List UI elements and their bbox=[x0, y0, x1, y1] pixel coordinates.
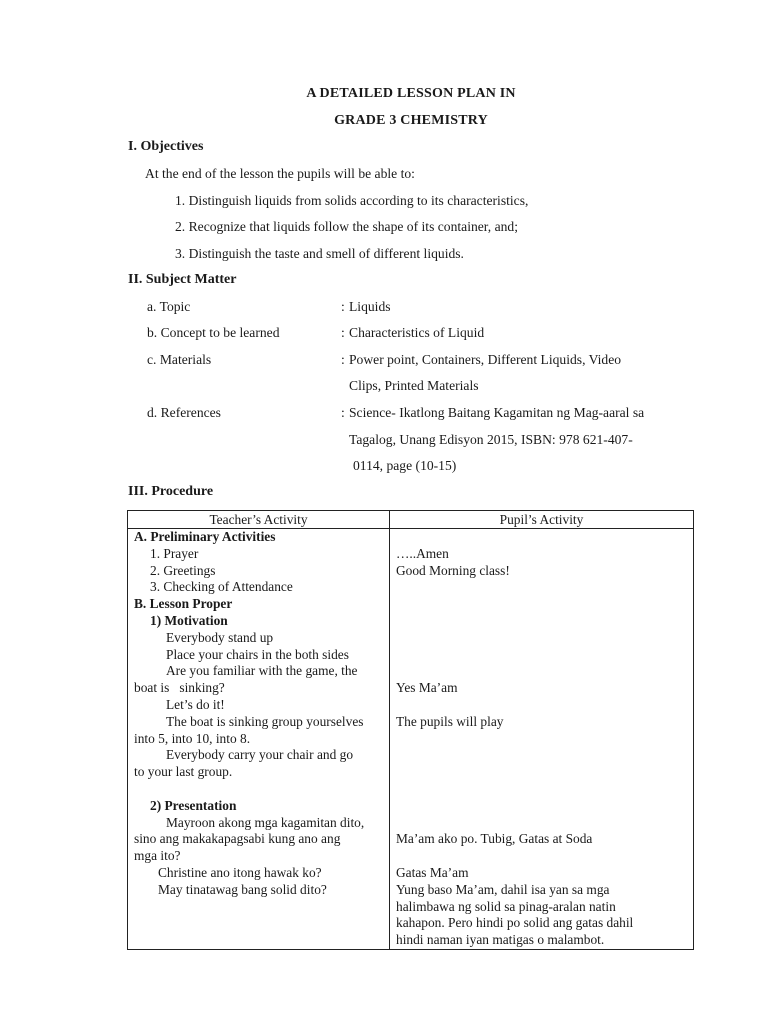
teacher-line: sino ang makakapagsabi kung ano ang bbox=[134, 831, 341, 847]
teacher-activity-cell bbox=[128, 529, 390, 950]
references-colon: : bbox=[341, 405, 345, 420]
blank-line bbox=[396, 596, 687, 613]
blank-line bbox=[396, 663, 687, 680]
teacher-line: Place your chairs in the both sides bbox=[166, 646, 349, 662]
blank-line bbox=[396, 731, 687, 748]
procedure-heading: III. Procedure bbox=[128, 484, 214, 499]
materials-value: Power point, Containers, Different Liquids, Video bbox=[349, 352, 622, 367]
teacher-activity-header: Teacher’s Activity bbox=[128, 511, 390, 529]
pupil-line: The pupils will play bbox=[396, 713, 504, 729]
topic-colon: : bbox=[341, 299, 345, 314]
teacher-line: Everybody stand up bbox=[166, 629, 274, 645]
concept-value: Characteristics of Liquid bbox=[349, 325, 485, 340]
document-title-line2: GRADE 3 CHEMISTRY bbox=[334, 113, 488, 128]
blank-line bbox=[396, 529, 687, 546]
references-value: 0114, page (10-15) bbox=[353, 458, 457, 473]
references-value: Science- Ikatlong Baitang Kagamitan ng Mag-aaral sa bbox=[349, 405, 645, 420]
teacher-line: boat is sinking? bbox=[134, 680, 225, 696]
teacher-line: 1. Prayer bbox=[150, 545, 199, 561]
materials-label: c. Materials bbox=[147, 352, 212, 367]
pupil-line: Yung baso Ma’am, dahil isa yan sa mga bbox=[396, 881, 610, 897]
blank-line bbox=[134, 781, 383, 798]
blank-line bbox=[396, 747, 687, 764]
blank-line bbox=[396, 647, 687, 664]
preliminary-activities-heading: A. Preliminary Activities bbox=[134, 529, 276, 544]
objectives-heading: I. Objectives bbox=[128, 139, 204, 154]
teacher-line: Christine ano itong hawak ko? bbox=[158, 864, 322, 880]
motivation-heading: 1) Motivation bbox=[150, 612, 228, 628]
procedure-table bbox=[127, 510, 694, 950]
teacher-line: 2. Greetings bbox=[150, 562, 216, 578]
pupil-line: …..Amen bbox=[396, 545, 449, 561]
document-title-line1: A DETAILED LESSON PLAN IN bbox=[306, 86, 516, 101]
pupil-line: kahapon. Pero hindi po solid ang gatas dahil bbox=[396, 915, 634, 931]
objective-item: 2. Recognize that liquids follow the shape of its container, and; bbox=[175, 219, 518, 234]
objective-item: 3. Distinguish the taste and smell of different liquids. bbox=[175, 246, 464, 261]
references-label: d. References bbox=[147, 405, 221, 420]
teacher-line: Let’s do it! bbox=[166, 696, 225, 712]
pupil-activity-header: Pupil’s Activity bbox=[390, 511, 694, 529]
teacher-line: Everybody carry your chair and go bbox=[166, 747, 354, 763]
blank-line bbox=[396, 697, 687, 714]
pupil-line: Gatas Ma’am bbox=[396, 864, 469, 880]
concept-colon: : bbox=[341, 325, 345, 340]
blank-line bbox=[396, 815, 687, 832]
table-row bbox=[128, 529, 694, 950]
blank-line bbox=[396, 848, 687, 865]
table-header-row bbox=[128, 511, 694, 529]
blank-line bbox=[396, 579, 687, 596]
teacher-line: Mayroon akong mga kagamitan dito, bbox=[166, 814, 365, 830]
objectives-intro: At the end of the lesson the pupils will be able to: bbox=[145, 166, 415, 181]
pupil-line: Good Morning class! bbox=[396, 562, 510, 578]
concept-label: b. Concept to be learned bbox=[147, 325, 280, 340]
teacher-line: to your last group. bbox=[134, 764, 233, 780]
teacher-line: mga ito? bbox=[134, 848, 181, 864]
blank-line bbox=[396, 764, 687, 781]
blank-line bbox=[396, 630, 687, 647]
topic-label: a. Topic bbox=[147, 299, 191, 314]
references-value: Tagalog, Unang Edisyon 2015, ISBN: 978 621-407- bbox=[349, 432, 633, 447]
materials-colon: : bbox=[341, 352, 345, 367]
pupil-line: Yes Ma’am bbox=[396, 680, 458, 696]
pupil-line: hindi naman iyan matigas o malambot. bbox=[396, 932, 605, 948]
pupil-activity-cell bbox=[390, 529, 694, 950]
teacher-line: 3. Checking of Attendance bbox=[150, 579, 293, 595]
pupil-line: Ma’am ako po. Tubig, Gatas at Soda bbox=[396, 831, 593, 847]
blank-line bbox=[396, 613, 687, 630]
teacher-line: May tinatawag bang solid dito? bbox=[158, 881, 327, 897]
blank-line bbox=[396, 798, 687, 815]
materials-value: Clips, Printed Materials bbox=[349, 378, 479, 393]
presentation-heading: 2) Presentation bbox=[150, 797, 237, 813]
blank-line bbox=[396, 781, 687, 798]
lesson-proper-heading: B. Lesson Proper bbox=[134, 596, 233, 612]
teacher-line: Are you familiar with the game, the bbox=[166, 663, 358, 679]
teacher-line: into 5, into 10, into 8. bbox=[134, 730, 251, 746]
pupil-line: halimbawa ng solid sa pinag-aralan natin bbox=[396, 898, 616, 914]
objective-item: 1. Distinguish liquids from solids according to its characteristics, bbox=[175, 193, 529, 208]
subject-matter-heading: II. Subject Matter bbox=[128, 272, 237, 287]
teacher-line: The boat is sinking group yourselves bbox=[166, 713, 364, 729]
topic-value: Liquids bbox=[349, 299, 391, 314]
